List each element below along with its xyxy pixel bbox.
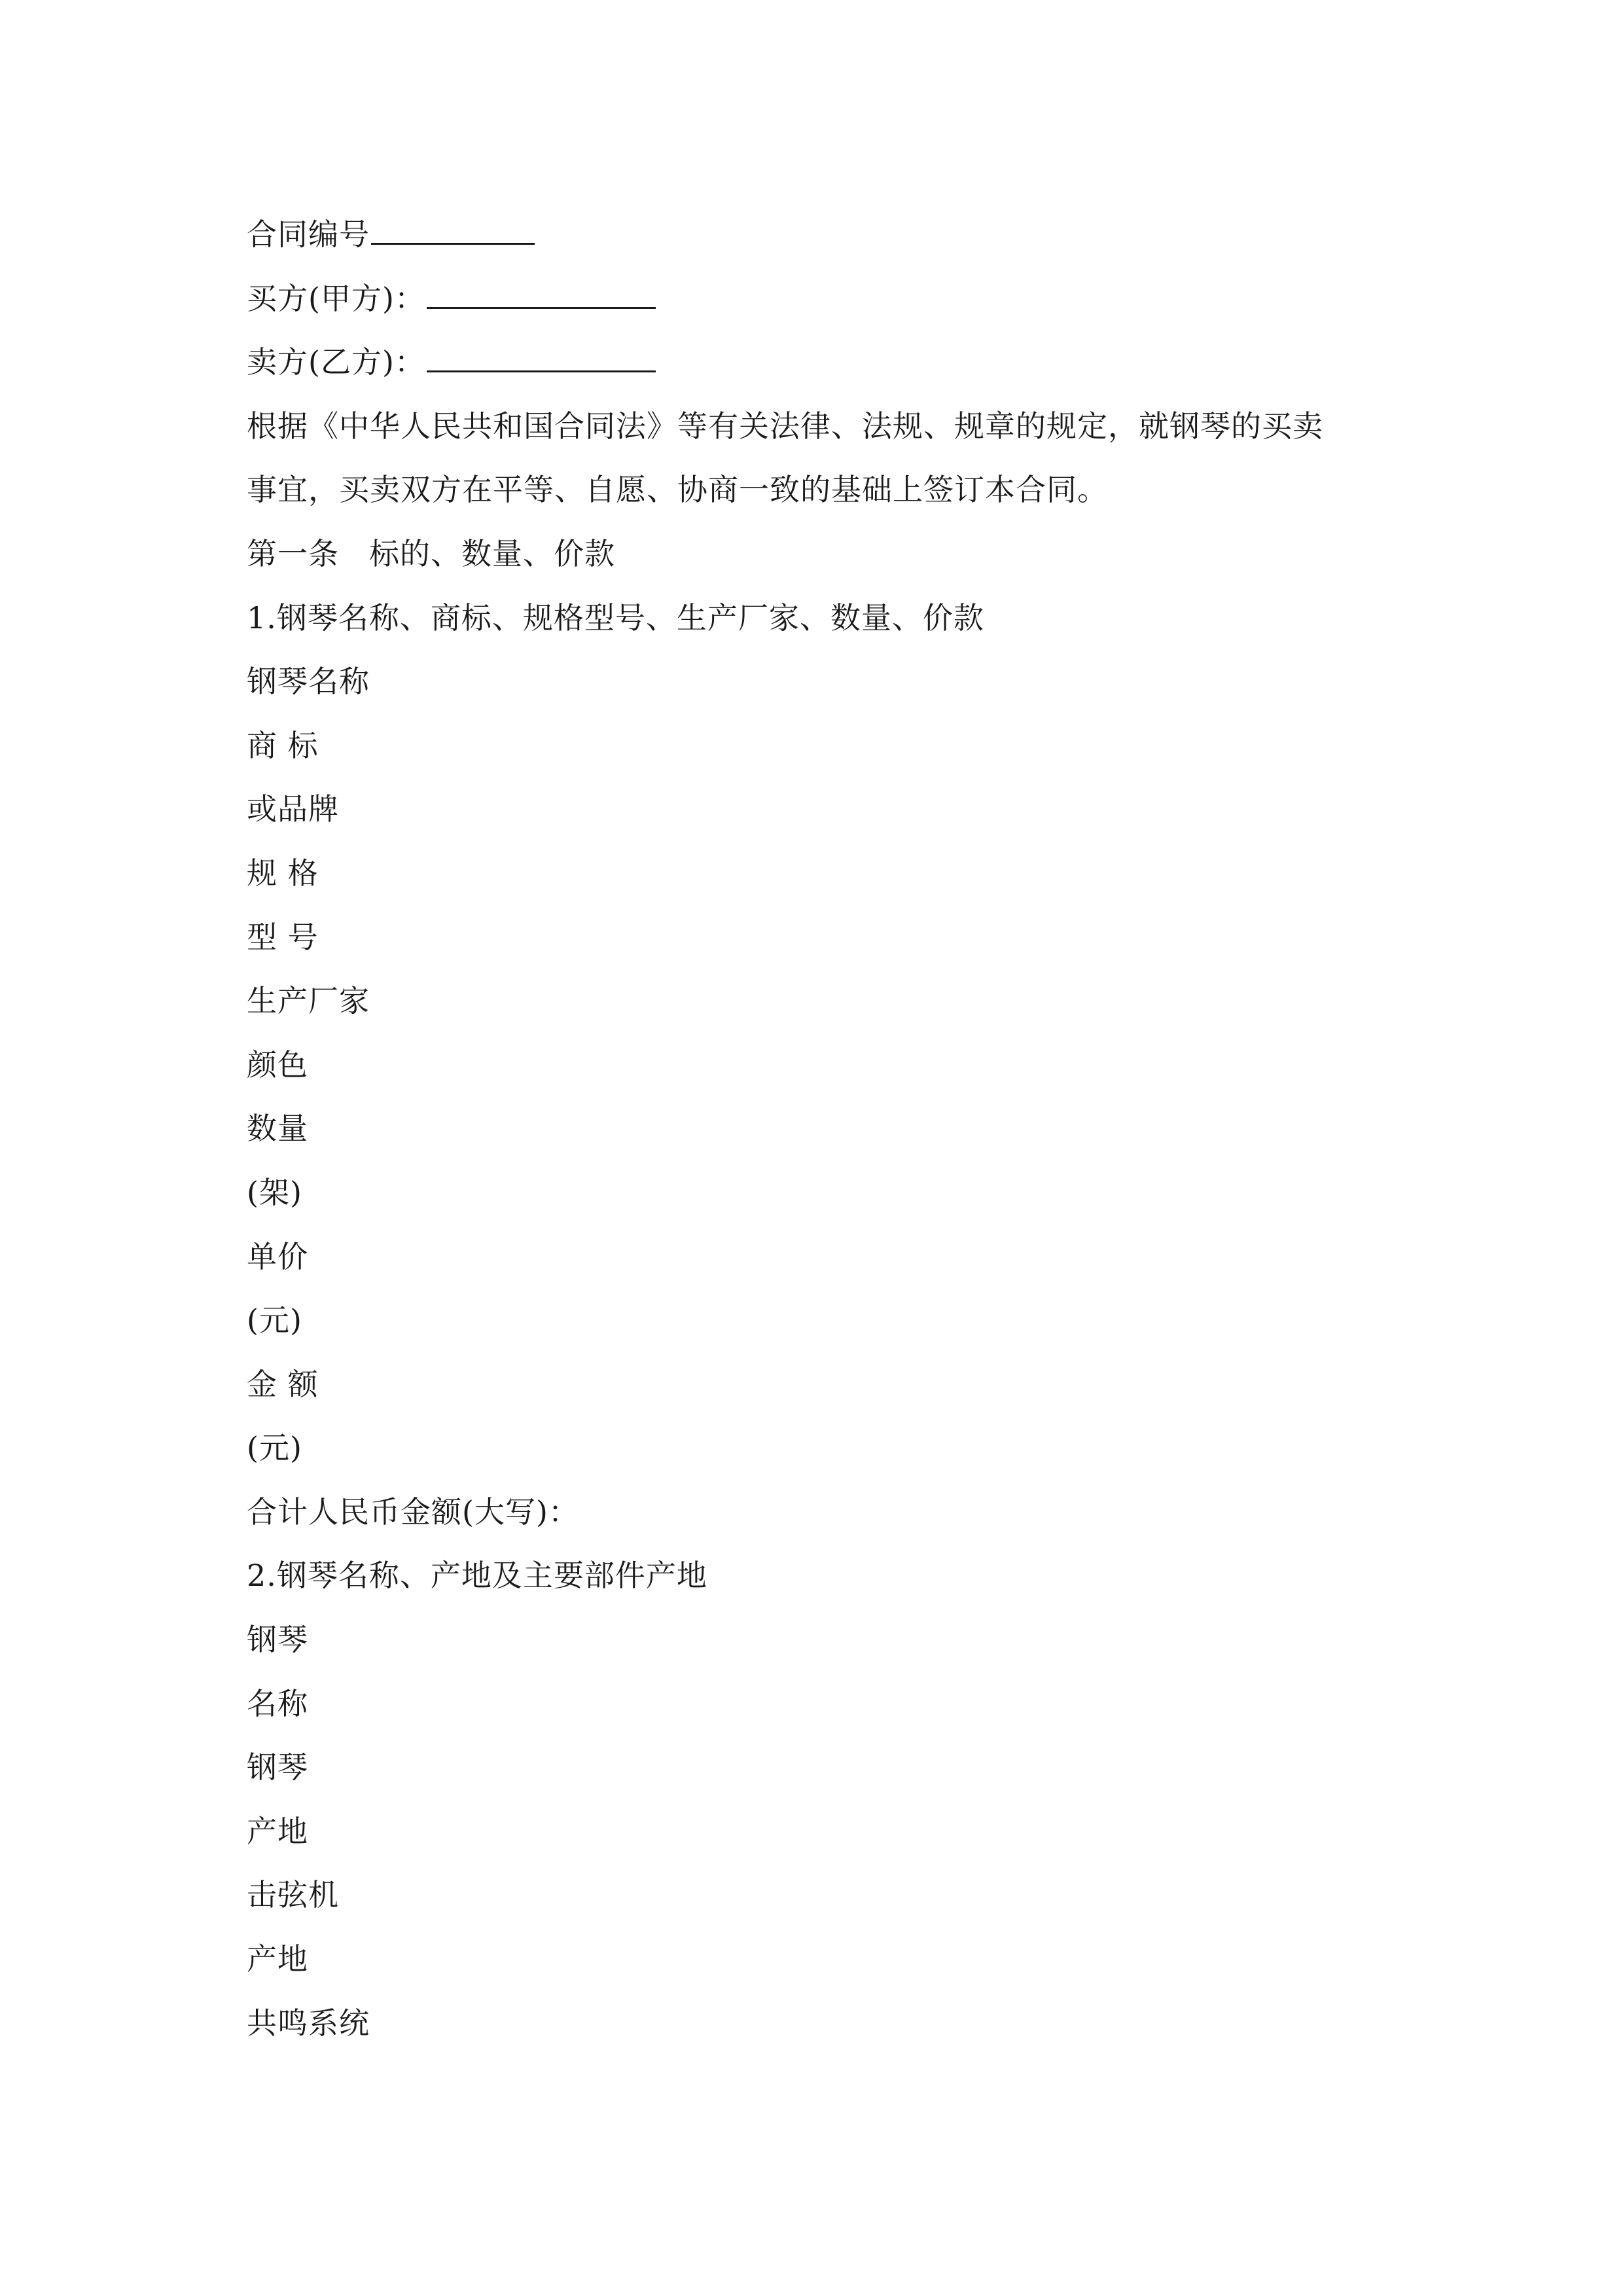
total-amount-label: 合计人民币金额(大写)： xyxy=(247,1494,579,1530)
table1-label: 商 标 xyxy=(247,727,319,763)
buyer-label: 买方(甲方)： xyxy=(247,280,425,316)
table2-label: 钢琴 xyxy=(247,1749,308,1785)
contract-number-line xyxy=(247,203,1399,267)
preamble-line-2: 事宜，买卖双方在平等、自愿、协商一致的基础上签订本合同。 xyxy=(247,472,1108,508)
seller-blank xyxy=(427,344,656,372)
table2-label: 产地 xyxy=(247,1941,308,1977)
table1-label: (元) xyxy=(247,1302,302,1338)
table1-label: 金 额 xyxy=(247,1366,319,1402)
article-1-number: 第一条 xyxy=(247,535,339,571)
table2-label: 共鸣系统 xyxy=(247,2005,370,2041)
contract-number-label: 合同编号 xyxy=(247,217,370,252)
contract-body xyxy=(247,203,1399,2055)
contract-number-blank xyxy=(371,217,535,245)
table1-label: 规 格 xyxy=(247,855,319,891)
buyer-blank xyxy=(427,281,656,309)
table1-label: 钢琴名称 xyxy=(247,664,370,700)
table1-label: (架) xyxy=(247,1174,302,1210)
table1-label: (元) xyxy=(247,1430,302,1466)
table1-label: 型 号 xyxy=(247,919,319,955)
table2-label: 击弦机 xyxy=(247,1877,339,1913)
table2-label: 钢琴 xyxy=(247,1622,308,1658)
table2-label: 产地 xyxy=(247,1813,308,1849)
table1-label: 或品牌 xyxy=(247,791,339,827)
article-1-title: 标的、数量、价款 xyxy=(369,535,615,571)
seller-line xyxy=(247,331,1399,395)
table2-label: 名称 xyxy=(247,1685,308,1721)
preamble-line-1: 根据《中华人民共和国合同法》等有关法律、法规、规章的规定，就钢琴的买卖 xyxy=(247,408,1323,444)
item-1-heading: 1.钢琴名称、商标、规格型号、生产厂家、数量、价款 xyxy=(247,600,984,636)
item-2-heading: 2.钢琴名称、产地及主要部件产地 xyxy=(247,1558,707,1594)
table1-label: 单价 xyxy=(247,1238,308,1274)
table1-label: 生产厂家 xyxy=(247,983,370,1019)
seller-label: 卖方(乙方)： xyxy=(247,344,425,380)
table1-label: 颜色 xyxy=(247,1047,308,1083)
article-1-heading xyxy=(247,522,1399,586)
table1-label: 数量 xyxy=(247,1111,308,1147)
buyer-line xyxy=(247,267,1399,331)
